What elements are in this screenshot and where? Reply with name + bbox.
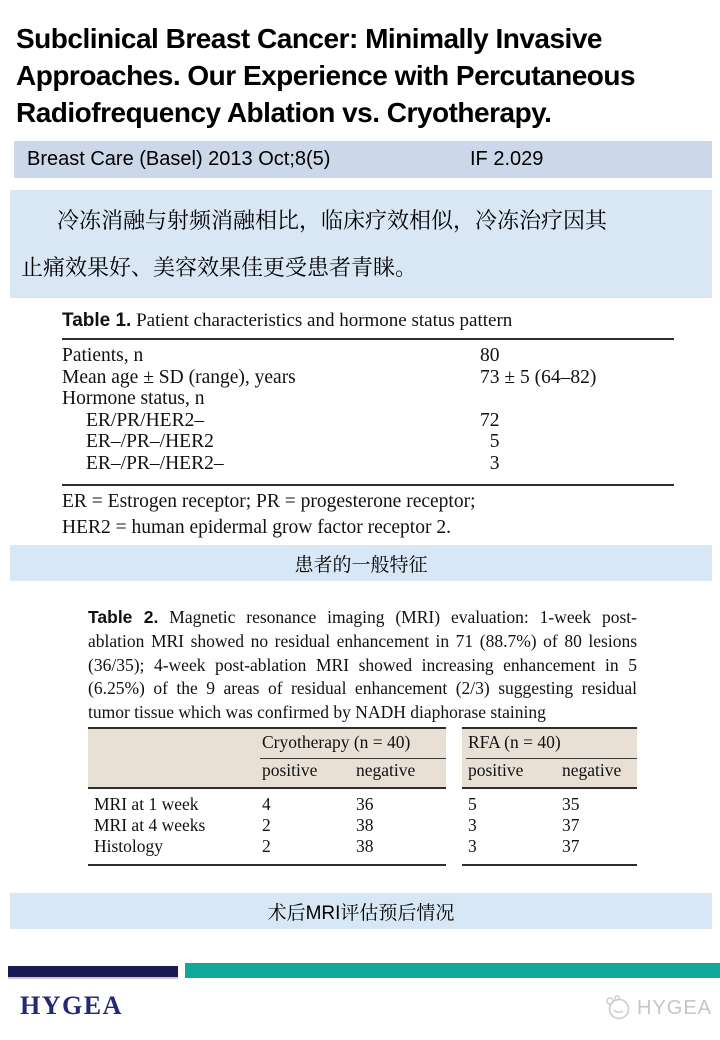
table2-cell: 2: [262, 814, 271, 835]
table2-section-label-bar: [10, 893, 712, 929]
table-row: [88, 794, 637, 815]
summary-box: [10, 190, 712, 298]
table1-row-value: 72: [480, 409, 500, 431]
table2-header: [88, 727, 637, 789]
table2-caption-text: Magnetic resonance imaging (MRI) evaluation: 1-week post-: [158, 607, 637, 627]
table1-row-label: ER–/PR–/HER2: [86, 431, 214, 452]
table1-caption: [62, 310, 674, 332]
table2-caption-line: tumor tissue which was confirmed by NADH diaphorase staining: [88, 702, 546, 723]
table2: [88, 606, 637, 866]
table-row: [62, 431, 674, 453]
table2-cell: 37: [562, 814, 580, 835]
table2-body: [88, 789, 637, 866]
table-row: [62, 453, 674, 475]
title-line-2: Approaches. Our Experience with Percutaneous: [16, 60, 636, 91]
journal-bar: [14, 141, 712, 178]
table-row: [88, 836, 637, 857]
table2-subheader: positive: [262, 759, 318, 780]
table2-group2-underline: [466, 758, 637, 759]
table2-subheader: negative: [562, 759, 622, 780]
title-line-1: Subclinical Breast Cancer: Minimally Invasive: [16, 23, 602, 54]
watermark-text: HYGEA: [637, 996, 713, 1019]
footer-teal-bar: [185, 963, 720, 978]
summary-line-1: 冷冻消融与射频消融相比，临床疗效相似，冷冻治疗因其: [57, 208, 608, 233]
table1-caption-text: Patient characteristics and hormone status pattern: [131, 310, 513, 331]
watermark: [604, 994, 712, 1022]
impact-factor: IF 2.029: [470, 148, 544, 170]
table2-row-label: Histology: [94, 835, 164, 856]
table2-cell: 2: [262, 835, 271, 856]
table2-cell: 37: [562, 835, 580, 856]
table2-cell: 5: [468, 793, 477, 814]
table1-row-value: 80: [480, 345, 500, 366]
table2-grid: [88, 727, 637, 866]
table2-cell: 3: [468, 814, 477, 835]
table2-row-label: MRI at 1 week: [94, 793, 199, 814]
footer-navy-bar: [8, 966, 178, 979]
table-row: [62, 388, 674, 410]
table2-section-label: 术后MRI评估预后情况: [267, 902, 455, 924]
table2-cell: 3: [468, 835, 477, 856]
table1-section-label-bar: [10, 545, 712, 581]
table-row: [62, 345, 674, 367]
table2-cell: 36: [356, 793, 374, 814]
table-row: [62, 410, 674, 432]
table2-subheader: negative: [356, 759, 416, 780]
table2-cell: 38: [356, 814, 374, 835]
table2-group2-header: RFA (n = 40): [468, 731, 561, 752]
table1-footnote: [62, 486, 674, 547]
table2-caption-line: [88, 606, 637, 630]
table1-row-label: Hormone status, n: [62, 388, 205, 409]
table1-caption-label: Table 1.: [62, 310, 132, 331]
title-line-3: Radiofrequency Ablation vs. Cryotherapy.: [16, 97, 552, 128]
table1-row-value: 5: [480, 431, 500, 452]
table1-row-label: Patients, n: [62, 345, 144, 366]
table2-group1-header: Cryotherapy (n = 40): [262, 731, 411, 752]
table1-footnote-line-1: ER = Estrogen receptor; PR = progesterone receptor;: [62, 491, 476, 512]
table2-row-label: MRI at 4 weeks: [94, 814, 206, 835]
table2-subheader: positive: [468, 759, 524, 780]
table1-row-label: Mean age ± SD (range), years: [62, 366, 296, 388]
table1-row-label: ER/PR/HER2–: [86, 409, 205, 431]
table2-group1-underline: [260, 758, 446, 759]
table-row: [62, 367, 674, 389]
page-title: [16, 20, 712, 131]
table1-section-label: 患者的一般特征: [294, 554, 428, 576]
table1-row-value: 73 ± 5 (64–82): [480, 366, 597, 388]
table2-cell: 35: [562, 793, 580, 814]
table2-column-gap: [446, 727, 462, 866]
summary-line-2: 止痛效果好、美容效果佳更受患者青睐。: [21, 255, 418, 280]
brand-logo-text: HYGEA: [20, 991, 123, 1020]
table2-caption: [88, 606, 637, 725]
table2-caption-line: ablation MRI showed no residual enhancement in 71 (88.7%) of 80 lesions: [88, 630, 637, 651]
table2-caption-line: (36/35); 4-week post-ablation MRI showed increasing enhancement in 5: [88, 654, 637, 675]
table2-caption-line: (6.25%) of the 9 areas of residual enhancement (2/3) suggesting residual: [88, 678, 637, 699]
table1-footnote-line-2: HER2 = human epidermal grow factor receptor 2.: [62, 517, 451, 538]
hygea-logo-icon: [604, 994, 632, 1022]
table2-cell: 38: [356, 835, 374, 856]
table1-row-label: ER–/PR–/HER2–: [86, 452, 224, 474]
table1-row-value: 3: [480, 452, 500, 474]
table2-cell: 4: [262, 793, 271, 814]
journal-citation: Breast Care (Basel) 2013 Oct;8(5): [27, 148, 331, 170]
table-row: [88, 815, 637, 836]
table1: [62, 310, 674, 549]
table2-caption-label: Table 2.: [88, 607, 159, 627]
table1-rows: [62, 340, 674, 478]
